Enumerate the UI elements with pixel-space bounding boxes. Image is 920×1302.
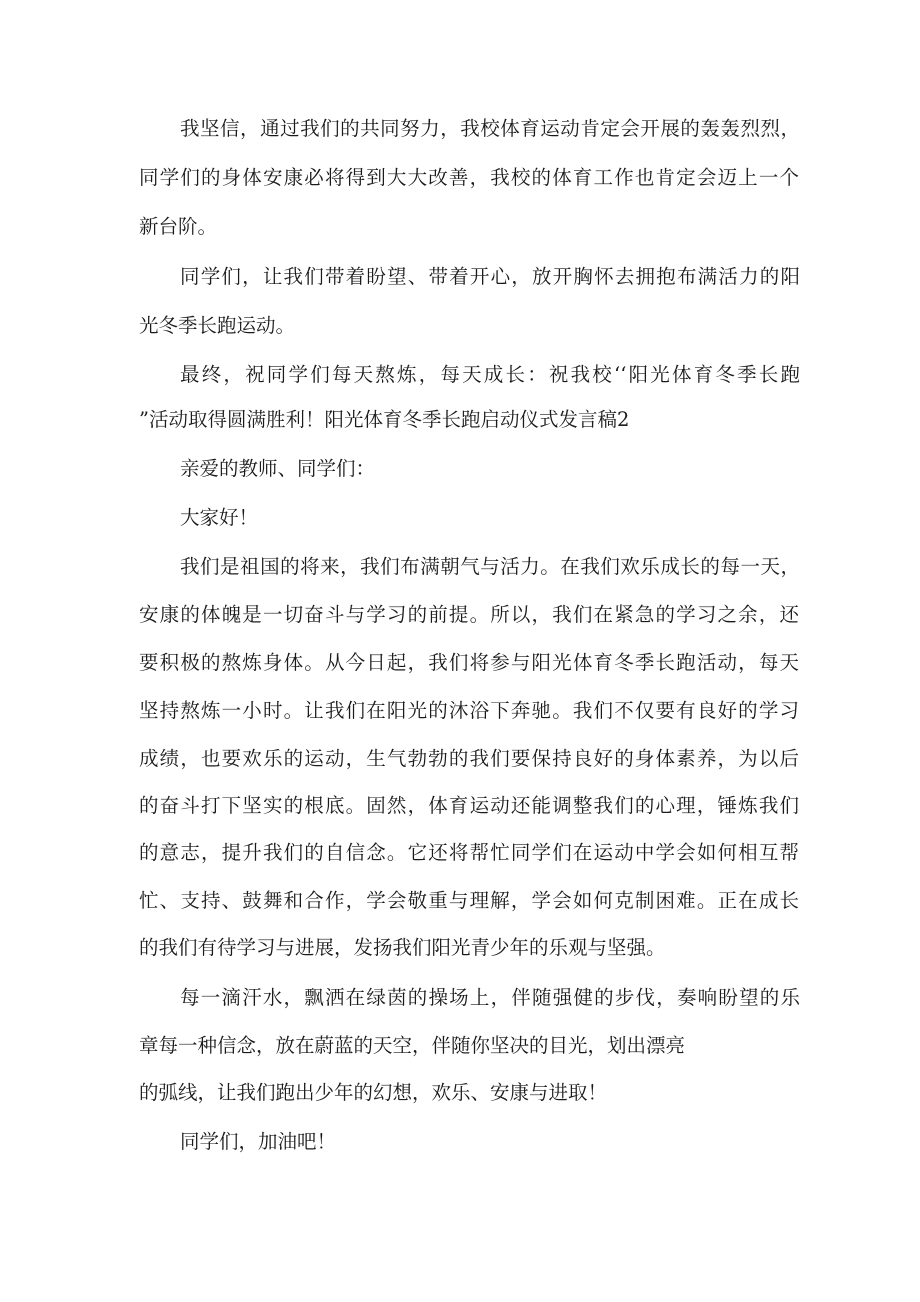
text-line: 章每一种信念，放在蔚蓝的天空，伴随你坚决的目光，划出漂亮 bbox=[139, 1034, 686, 1057]
text-line: 大家好！ bbox=[180, 506, 259, 529]
text-line: 我们是祖国的将来，我们布满朝气与活力。在我们欢乐成长的每一天， bbox=[180, 555, 800, 578]
text-line: 忙、支持、鼓舞和合作，学会敬重与理解，学会如何克制困难。正在成长 bbox=[139, 889, 799, 912]
text-line: 的我们有待学习与进展，发扬我们阳光青少年的乐观与坚强。 bbox=[139, 936, 666, 959]
text-line: 成绩，也要欢乐的运动，生气勃勃的我们要保持良好的身体素养，为以后 bbox=[139, 747, 799, 770]
text-line: ”活动取得圆满胜利！阳光体育冬季长跑启动仪式发言稿2 bbox=[139, 408, 630, 431]
text-line: 最终，祝同学们每天熬炼，每天成长：祝我校‘‘阳光体育冬季长跑 bbox=[180, 363, 800, 386]
text-line: 亲爱的教师、同学们： bbox=[180, 457, 376, 480]
text-line: 新台阶。 bbox=[139, 215, 218, 238]
text-line: 的意志，提升我们的自信念。它还将帮忙同学们在运动中学会如何相互帮 bbox=[139, 841, 799, 864]
text-line: 安康的体魄是一切奋斗与学习的前提。所以，我们在紧急的学习之余，还 bbox=[139, 603, 799, 626]
text-line: 我坚信，通过我们的共同努力，我校体育运动肯定会开展的轰轰烈烈， bbox=[180, 117, 800, 140]
text-line: 光冬季长跑运动。 bbox=[139, 314, 296, 337]
text-line: 的奋斗打下坚实的根底。固然，体育运动还能调整我们的心理，锤炼我们 bbox=[139, 794, 799, 817]
text-line: 要积极的熬炼身体。从今日起，我们将参与阳光体育冬季长跑活动，每天 bbox=[139, 651, 799, 674]
text-line: 坚持熬炼一小时。让我们在阳光的沐浴下奔驰。我们不仅要有良好的学习 bbox=[139, 699, 799, 722]
text-line: 的弧线，让我们跑出少年的幻想，欢乐、安康与进取！ bbox=[139, 1081, 608, 1104]
text-line: 同学们，加油吧！ bbox=[180, 1130, 337, 1153]
text-line: 每一滴汗水，飘洒在绿茵的操场上，伴随强健的步伐，奏响盼望的乐 bbox=[180, 986, 800, 1009]
text-line: 同学们的身体安康必将得到大大改善，我校的体育工作也肯定会迈上一个 bbox=[139, 166, 799, 189]
text-line: 同学们，让我们带着盼望、带着开心，放开胸怀去拥抱布满活力的阳 bbox=[180, 265, 800, 288]
